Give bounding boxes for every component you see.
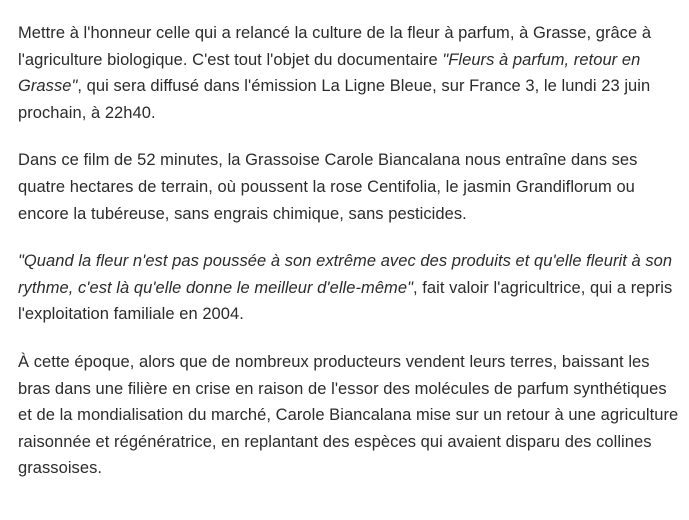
paragraph-quote: [18, 248, 679, 328]
documentary-title: "Fleurs à parfum, retour en Grasse": [18, 50, 641, 96]
paragraph-film: Dans ce film de 52 minutes, la Grassoise Carole Biancalana nous entraîne dans ses quatre hectares de terrain, où poussent la rose Centifolia, le jasmin Grandiflorum ou encore la tubéreuse, sans engrais chimique, sans pesticides.: [18, 151, 638, 223]
paragraph-intro: [18, 20, 679, 126]
intro-text: Mettre à l'honneur celle qui a relancé la culture de la fleur à parfum, à Grasse, grâce à l'agriculture biologique. C'est tout l'objet du documentaire: [18, 24, 652, 69]
farmer-quote: "Quand la fleur n'est pas poussée à son extrême avec des produits et qu'elle fleurit à son rythme, c'est là qu'elle donne le meilleur d'elle-même": [18, 252, 673, 297]
paragraph-history: À cette époque, alors que de nombreux producteurs vendent leurs terres, baissant les bras dans une filière en crise en raison de l'essor des molécules de parfum synthétiques et de la mondialisation du marché, Carole Biancalana mise sur un retour à une agriculture raisonnée et régénératrice, en replantant des espèces qui avaient disparu des collines grassoises.: [18, 352, 679, 478]
quote-attribution: , fait valoir l'agricultrice, qui a repris l'exploitation familiale en 2004.: [18, 278, 673, 324]
intro-text-end: , qui sera diffusé dans l'émission La Ligne Bleue, sur France 3, le lundi 23 juin prochain, à 22h40.: [18, 77, 651, 122]
